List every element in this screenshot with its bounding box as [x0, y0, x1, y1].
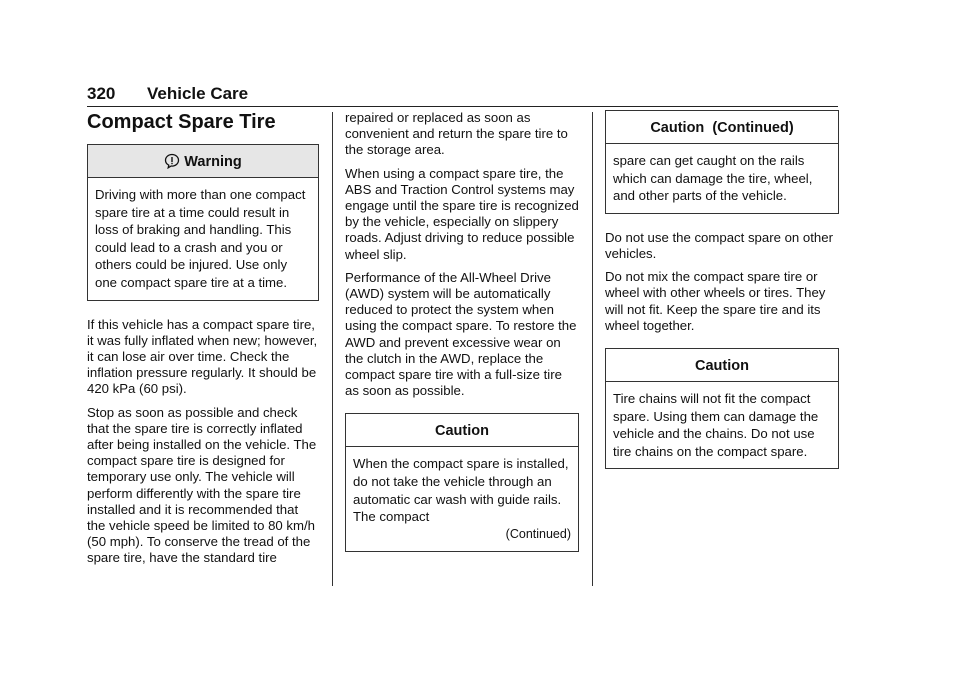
paragraph: Stop as soon as possible and check that the spare tire is correctly inflated after being installed on the vehicle. The compact spare tire is designed for temporary use only. The vehicle will perform differently with the spare tire installed and it is recommended that the vehicle speed be limited to 80 km/h (50 mph). To conserve the tread of the spare tire, have the standard tire — [87, 404, 317, 566]
column-divider — [592, 112, 593, 586]
column-1 — [87, 110, 319, 574]
caution-body: Tire chains will not fit the compact spare. Using them can damage the vehicle and the chains. Do not use tire chains on the compact spare. — [613, 391, 819, 459]
caution-body-wrap — [346, 447, 578, 551]
caution-continued-heading: Caution (Continued) — [606, 111, 838, 144]
caution-heading: Caution — [606, 349, 838, 382]
caution-box — [605, 348, 839, 469]
warning-body: Driving with more than one compact spare tire at a time could result in loss of braking and handling. This could lead to a crash and you or others could be injured. Use only one compact spare tire at a time. — [95, 187, 306, 290]
continued-label: (Continued) — [505, 526, 571, 541]
warning-icon — [164, 153, 180, 169]
page-title: Compact Spare Tire — [87, 111, 276, 133]
warning-heading — [88, 145, 318, 178]
caution-continued-body: spare can get caught on the rails which can damage the tire, wheel, and other parts of the vehicle. — [613, 153, 813, 204]
caution-box — [345, 413, 579, 552]
caution-continued-box — [605, 110, 839, 214]
paragraph: Performance of the All-Wheel Drive (AWD) system will be automatically reduced to protect the system when using the compact spare. To restore the AWD and prevent excessive wear on the clutch in the AWD, replace the compact spare tire with a full-size tire as soon as possible. — [345, 269, 577, 399]
paragraph: Do not mix the compact spare tire or wheel with other wheels or tires. They will not fit. Keep the spare tire and its wheel together. — [605, 269, 826, 333]
paragraph: repaired or replaced as soon as convenient and return the spare tire to the storage area. — [345, 110, 568, 158]
caution-heading: Caution — [346, 414, 578, 447]
caution-body: When the compact spare is installed, do not take the vehicle through an automatic car wash with guide rails. The compact — [353, 456, 569, 525]
paragraph: Do not use the compact spare on other vehicles. — [605, 229, 833, 261]
warning-box — [87, 144, 319, 301]
warning-heading-text: Warning — [184, 154, 242, 170]
column-divider — [332, 112, 333, 586]
paragraph: When using a compact spare tire, the ABS and Traction Control systems may engage until the spare tire is recognized by the vehicle, especially on slippery roads. Adjust driving to reduce possible wheel slip. — [345, 165, 579, 262]
page-number: 320 — [87, 84, 116, 103]
column-3 — [605, 110, 839, 469]
paragraph: If this vehicle has a compact spare tire, it was fully inflated when new; however, it can lose air over time. Check the inflation pressure regularly. It should be 420 kPa (60 psi). — [87, 316, 318, 397]
column-2 — [345, 110, 579, 552]
section-title: Vehicle Care — [147, 84, 249, 103]
page-header — [87, 82, 838, 107]
